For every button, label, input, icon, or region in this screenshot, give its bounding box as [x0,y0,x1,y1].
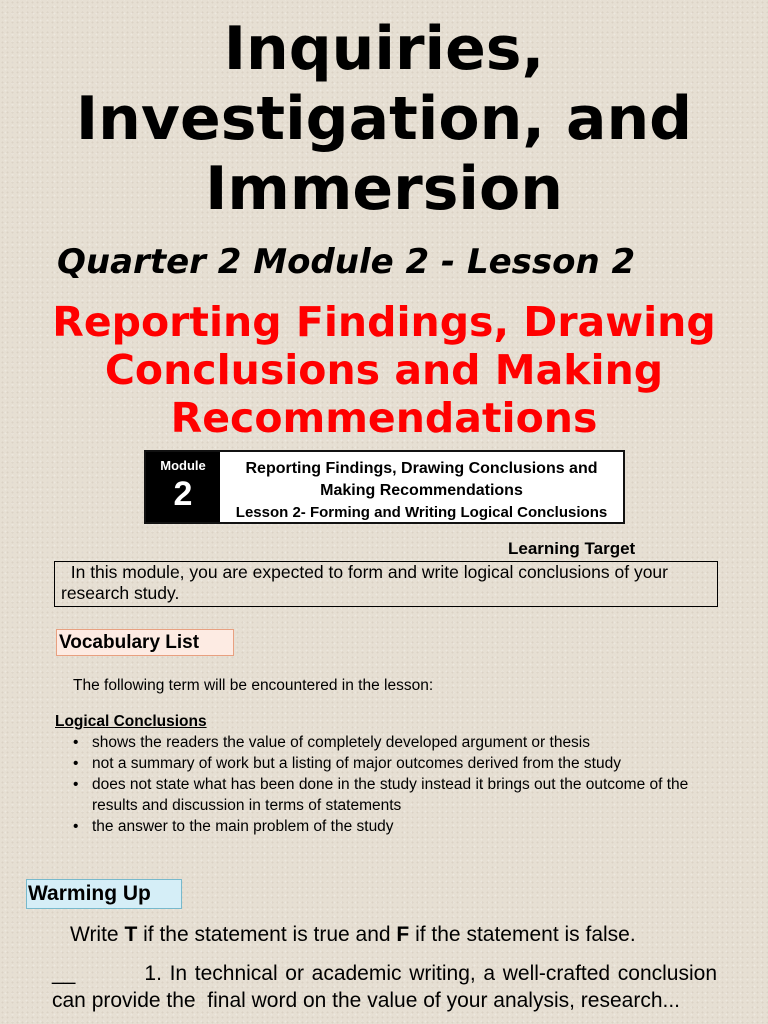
term-heading: Logical Conclusions [55,713,207,730]
instruction-true-letter: T [124,923,138,946]
list-item [73,774,723,816]
list-item-text: not a summary of work but a listing of major outcomes derived from the study [92,755,621,772]
module-banner-title: Reporting Findings, Drawing Conclusions and Making Recommendations [245,460,598,499]
learning-target-heading: Learning Target [508,539,636,558]
instruction-post: if the statement is false. [409,923,636,946]
question-text: __ 1. In technical or academic writing, a well-crafted conclusion can provide the final word on the value of your analysis, research... [52,962,723,1012]
instruction-false-letter: F [396,923,410,946]
list-item [73,816,723,837]
bullet-icon: • [73,776,79,793]
learning-target-text: In this module, you are expected to form and write logical conclusions of your research study. [61,562,673,603]
warming-up-heading: Warming Up [26,879,182,909]
module-banner-lesson: Lesson 2- Forming and Writing Logical Conclusions [235,504,608,521]
vocabulary-heading: Vocabulary List [56,629,234,656]
list-item-text: does not state what has been done in the study instead it brings out the outcome of the results and discussion in terms of statements [92,776,689,814]
bullet-icon: • [73,734,79,751]
lesson-title: Reporting Findings, Drawing Conclusions and Making Recommendations [52,298,716,442]
lesson-title-container [0,298,768,442]
instruction [70,921,636,949]
module-badge [146,452,220,522]
main-title: Inquiries, Investigation, and Immersion [75,14,693,224]
list-item-text: shows the readers the value of completely developed argument or thesis [92,734,591,751]
instruction-pre: Write [70,923,125,946]
module-badge-number: 2 [173,475,193,513]
bullet-icon: • [73,755,79,772]
bullet-icon: • [73,818,79,835]
vocabulary-intro: The following term will be encountered in the lesson: [73,677,434,694]
module-banner [144,450,625,524]
list-item [73,732,723,753]
question-item [52,960,723,1024]
list-item-text: the answer to the main problem of the study [92,818,394,835]
lesson-subtitle: Quarter 2 Module 2 - Lesson 2 [57,242,636,282]
learning-target-box [54,561,718,607]
module-badge-label: Module [160,458,206,473]
list-item [73,753,723,774]
module-banner-text [220,452,623,522]
instruction-mid: if the statement is true and [137,923,397,946]
definition-list [73,732,723,837]
